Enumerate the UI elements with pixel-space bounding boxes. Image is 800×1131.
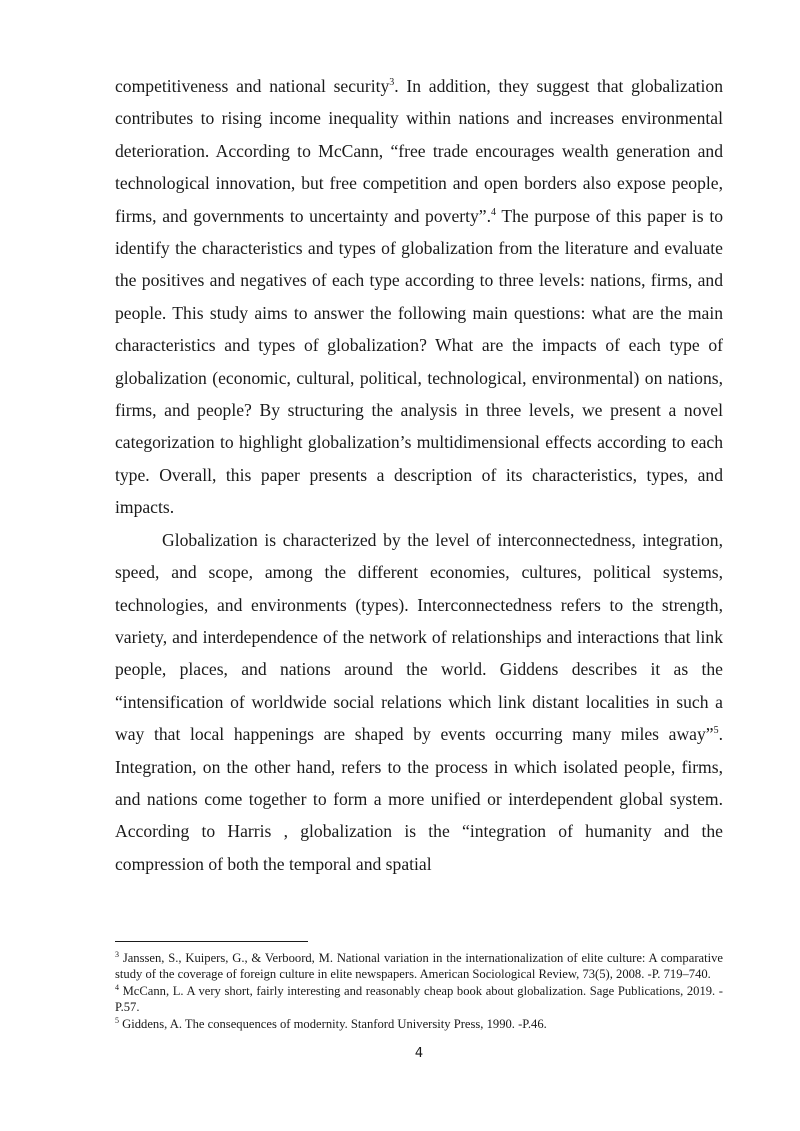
footnote-text: Giddens, A. The consequences of modernity. Stanford University Press, 1990. -P.46.	[119, 1017, 547, 1031]
footnote-text: McCann, L. A very short, fairly interesting and reasonably cheap book about globalization. Sage Publications, 2019. -P.57.	[115, 984, 723, 1014]
footnotes	[115, 950, 723, 1033]
footnote-ref-5: 5	[713, 725, 719, 737]
text-segment: competitiveness and national security	[115, 76, 390, 96]
text-segment: Globalization is characterized by the level of interconnectedness, integration, speed, and scope, among the different economies, cultures, political systems, technologies, and environments (types). Interconnectedness refers to the strength, variety, and interdependence of the network of relationships and interactions that link people, places, and nations around the world. Giddens describes it as the “intensification of worldwide social relations which link distant localities in such a way that local happenings are shaped by events occurring many miles away”	[115, 529, 723, 745]
footnote-ref-3: 3	[389, 77, 395, 89]
footnote-marker: 4	[115, 982, 119, 992]
text-segment: The purpose of this paper is to identify the characteristics and types of globalization from the literature and evaluate the positives and negatives of each type according to three levels: nations, firms, and people. This study aims to answer the following main questions: what are the main characteristics and types of globalization? What are the impacts of each type of globalization (economic, cultural, political, technological, environmental) on nations, firms, and people? By structuring the analysis in three levels, we present a novel categorization to highlight globalization’s multidimensional effects according to each type. Overall, this paper presents a description of its characteristics, types, and impacts.	[115, 205, 724, 518]
text-segment: . Integration, on the other hand, refers to the process in which isolated people, firms, and nations come together to form a more unified or interdependent global system. According to Harris , globalization is the “integration of humanity and the compression of both the temporal and spatial	[115, 724, 723, 874]
paragraph-1	[115, 70, 723, 524]
footnote-marker: 3	[115, 949, 119, 959]
footnote-5	[115, 1016, 723, 1032]
paragraph-2	[115, 524, 723, 880]
footnote-ref-4: 4	[491, 206, 497, 218]
text-segment: . In addition, they suggest that globalization contributes to rising income inequality within nations and increases environmental deterioration. According to McCann, “free trade encourages wealth generation and technological innovation, but free competition and open borders also expose people, firms, and governments to uncertainty and poverty”.	[115, 76, 723, 226]
page-number: 4	[414, 1046, 424, 1061]
footnote-4	[115, 983, 723, 1015]
body-text	[115, 70, 723, 880]
footnote-separator	[115, 941, 308, 942]
footnote-3	[115, 950, 723, 982]
footnote-text: Janssen, S., Kuipers, G., & Verboord, M. National variation in the internationalization of elite culture: A comparative study of the coverage of foreign culture in elite newspapers. American Sociological Review, 73(5), 2008. -P. 719–740.	[115, 951, 723, 981]
footnote-marker: 5	[115, 1015, 119, 1025]
